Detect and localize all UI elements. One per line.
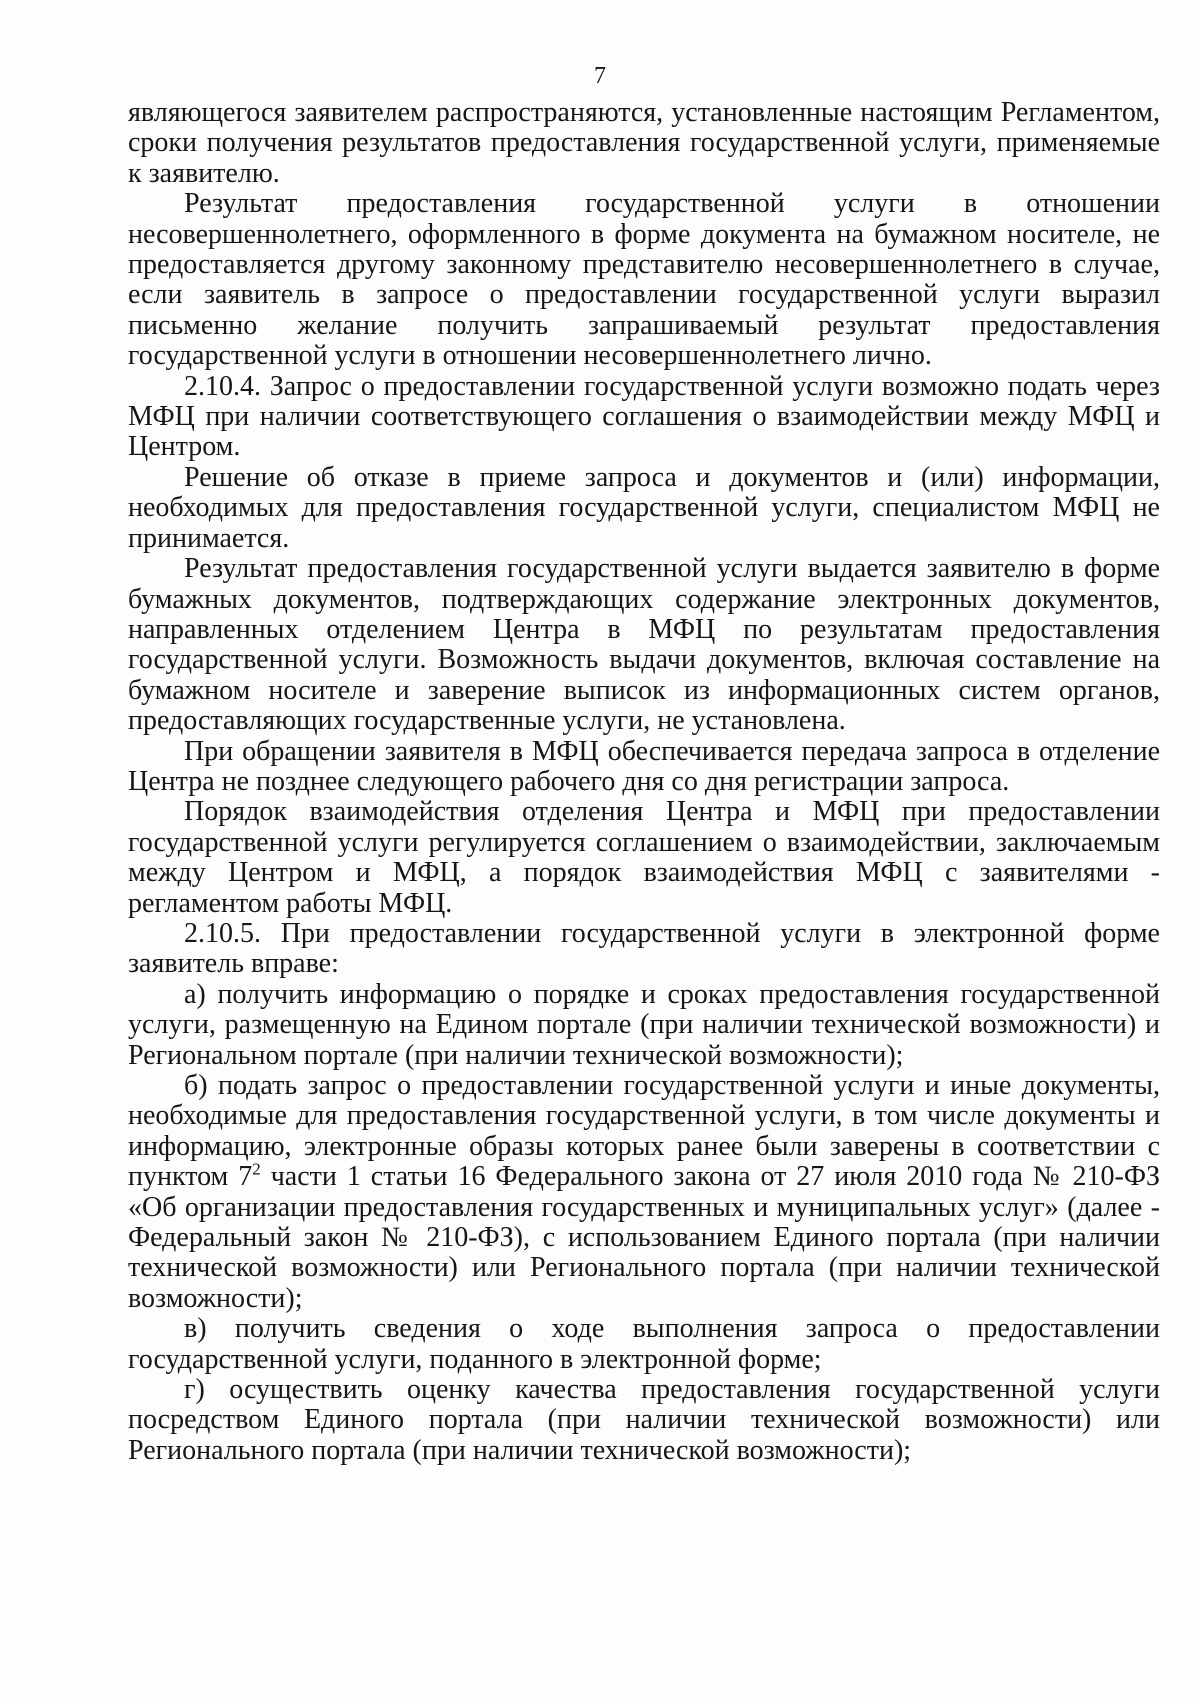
page-number: 7 — [594, 63, 606, 89]
list-item-v: в) получить сведения о ходе выполнения запроса о предоставлении государственной услуги, поданного в электронной форме; — [128, 1313, 1160, 1375]
document-body — [128, 98, 1160, 1466]
list-item-a: а) получить информацию о порядке и сроках предоставления государственной услуги, размещенную на Едином портале (при наличии технической возможности) и Региональном портале (при наличии технической возможности); — [128, 978, 1160, 1071]
paragraph-result-minor: Результат предоставления государственной услуги в отношении несовершеннолетнего, оформленного в форме документа на бумажном носителе, не предоставляется другому законному представителю несовершеннолетнего в случае, если заявитель в запросе о предоставлении государственной услуги выразил письменно желание получить запрашиваемый результат предоставления государственной услуги в отношении несовершеннолетнего лично. — [128, 188, 1160, 372]
list-item-b-text-start: б) подать запрос о предоставлении государственной услуги и иные документы, необходимые для предоставления государственной услуги, в том числе документы и информацию, электронные образы которых ранее были заверены в соответствии с пунктом 7 — [128, 1070, 1160, 1193]
list-item-g: г) осуществить оценку качества предоставления государственной услуги посредством Единого портала (при наличии технической возможности) или Регионального портала (при наличии технической возможности); — [128, 1374, 1160, 1466]
list-item-b-text-end: части 1 статьи 16 Федерального закона от 27 июля 2010 года № 210-ФЗ «Об организации предоставления государственных и муниципальных услуг» (далее - Федеральный закон № 210-ФЗ), с использованием Единого портала (при наличии технической возможности) или Регионального портала (при наличии технической возможности); — [128, 1161, 1160, 1314]
paragraph-interaction-order: Порядок взаимодействия отделения Центра и МФЦ при предоставлении государственной услуги регулируется соглашением о взаимодействии, заключаемым между Центром и МФЦ, а порядок взаимодействия МФЦ с заявителями - регламентом работы МФЦ. — [128, 796, 1160, 919]
paragraph-continuation: являющегося заявителем распространяются, установленные настоящим Регламентом, сроки получения результатов предоставления государственной услуги, применяемые к заявителю. — [128, 97, 1160, 189]
paragraph-2-10-5: 2.10.5. При предоставлении государственной услуги в электронной форме заявитель вправе: — [128, 917, 1160, 980]
superscript-2: 2 — [252, 1159, 261, 1179]
list-item-b — [128, 1071, 1160, 1314]
paragraph-result-issue: Результат предоставления государственной услуги выдается заявителю в форме бумажных документов, подтверждающих содержание электронных документов, направленных отделением Центра в МФЦ по результатам предоставления государственной услуги. Возможность выдачи документов, включая составление на бумажном носителе и заверение выписок из информационных систем органов, предоставляющих государственные услуги, не установлена. — [128, 553, 1160, 737]
paragraph-refusal: Решение об отказе в приеме запроса и документов и (или) информации, необходимых для предоставления государственной услуги, специалистом МФЦ не принимается. — [128, 461, 1160, 554]
paragraph-mfc-transfer: При обращении заявителя в МФЦ обеспечивается передача запроса в отделение Центра не позднее следующего рабочего дня со дня регистрации запроса. — [128, 735, 1160, 797]
paragraph-2-10-4: 2.10.4. Запрос о предоставлении государственной услуги возможно подать через МФЦ при наличии соответствующего соглашения о взаимодействии между МФЦ и Центром. — [128, 370, 1160, 463]
